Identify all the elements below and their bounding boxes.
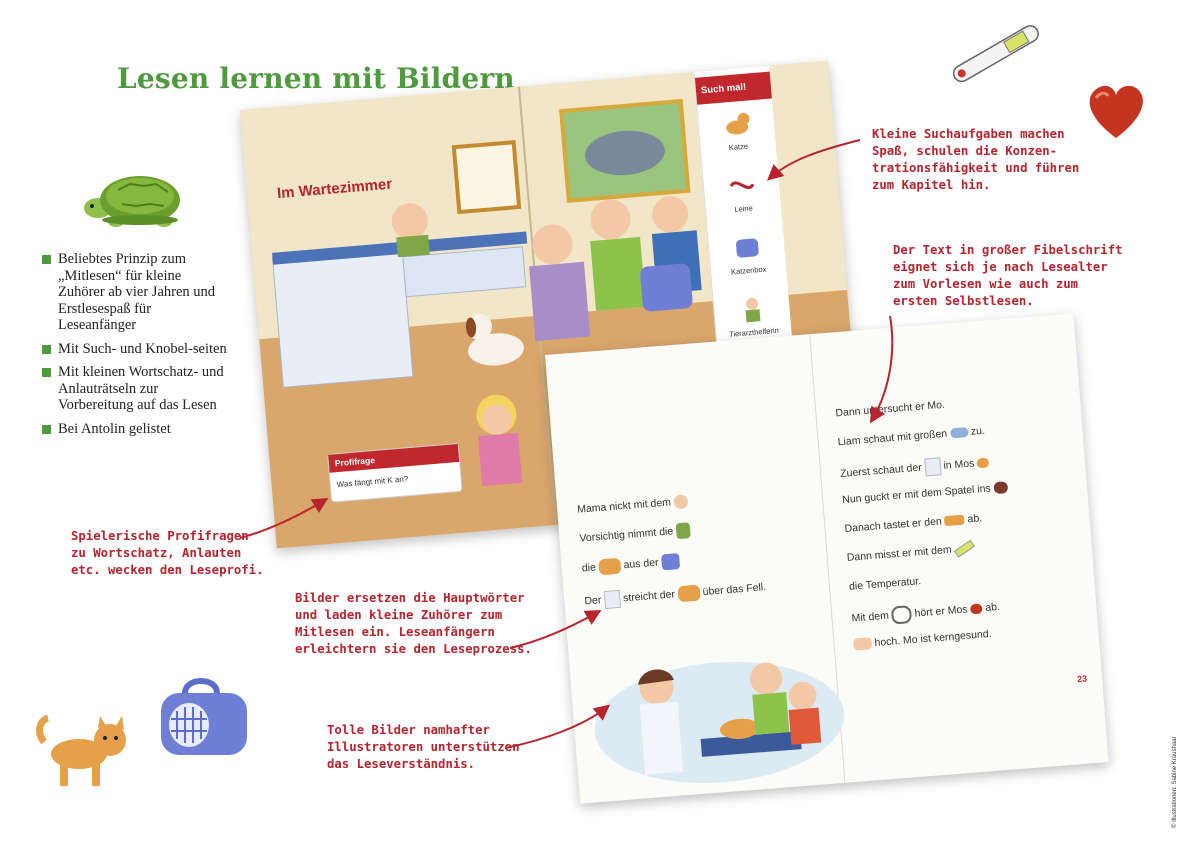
profi-title: Profifrage xyxy=(328,444,459,473)
feature-item: Mit Such- und Knobel-seiten xyxy=(40,341,230,358)
text-line: Liam schaut mit großen zu. xyxy=(837,424,986,449)
illustration-credit: © Illustrationen: Sabine Kraushaar xyxy=(1172,736,1178,828)
text-line: die Temperatur. xyxy=(848,575,922,593)
text-line: Dann misst er mit dem xyxy=(846,534,1078,581)
text-line: die aus der xyxy=(581,542,823,593)
search-item: Tierarzthelferin xyxy=(713,284,793,352)
callout-search-tasks: Kleine Suchaufgaben machen Spaß, schulen die Konzen- trationsfähigkeit und führen zum Kapitel hin. xyxy=(872,127,1080,192)
search-item: Katzenbox xyxy=(708,222,788,290)
text-line: Zuerst schaut der in Mos xyxy=(840,447,1072,494)
callout-illustrators: Tolle Bilder namhafter Illustratoren unterstützen das Leseverständnis. xyxy=(327,723,520,771)
text-line: Vorsichtig nimmt die xyxy=(579,512,821,561)
profi-question: Was fängt mit K an? xyxy=(336,474,409,490)
search-item: Leine xyxy=(702,160,782,228)
search-item: Katze xyxy=(697,98,777,166)
text-line: hoch. Mo ist kerngesund. xyxy=(853,621,1085,668)
text-line: Danach tastet er den ab. xyxy=(844,512,983,536)
text-line: Der streicht der über das Fell. xyxy=(583,581,767,608)
feature-item: Mit kleinen Wortschatz- und Anlauträtseln zur Vorbereitung auf das Lesen xyxy=(40,364,230,414)
text-line: Mit dem hört er Mos ab. xyxy=(851,600,1001,625)
search-title: Such mal! xyxy=(695,72,772,105)
feature-item: Beliebtes Prinzip zum „Mitlesen“ für kleine Zuhörer ab vier Jahren und Erstlesespaß für Leseanfänger xyxy=(40,251,230,334)
callout-fibel-font: Der Text in großer Fibelschrift eignet sich je nach Lesealter zum Vorlesen wie auch zum ersten Selbstlesen. xyxy=(893,243,1123,308)
page-number: 23 xyxy=(1076,673,1088,685)
text-line: Mama nickt mit dem xyxy=(577,484,818,531)
text-line: Nun guckt er mit dem Spatel ins xyxy=(842,476,1074,523)
cat-carrier-icon xyxy=(155,675,255,765)
feature-item: Bei Antolin gelistet xyxy=(40,421,230,438)
chapter-heading: Im Wartezimmer xyxy=(276,175,393,203)
page-title: Lesen lernen mit Bildern xyxy=(117,62,515,95)
cat-icon xyxy=(34,712,134,792)
callout-profi-questions: Spielerische Profifragen zu Wortschatz, Anlauten etc. wecken den Leseprofi. xyxy=(71,529,264,577)
text-line: Dann untersucht er Mo. xyxy=(835,398,946,420)
callout-picture-words: Bilder ersetzen die Hauptwörter und laden kleine Zuhörer zum Mitlesen ein. Leseanfängern erleichtern sie den Leseprozess. xyxy=(295,591,532,656)
